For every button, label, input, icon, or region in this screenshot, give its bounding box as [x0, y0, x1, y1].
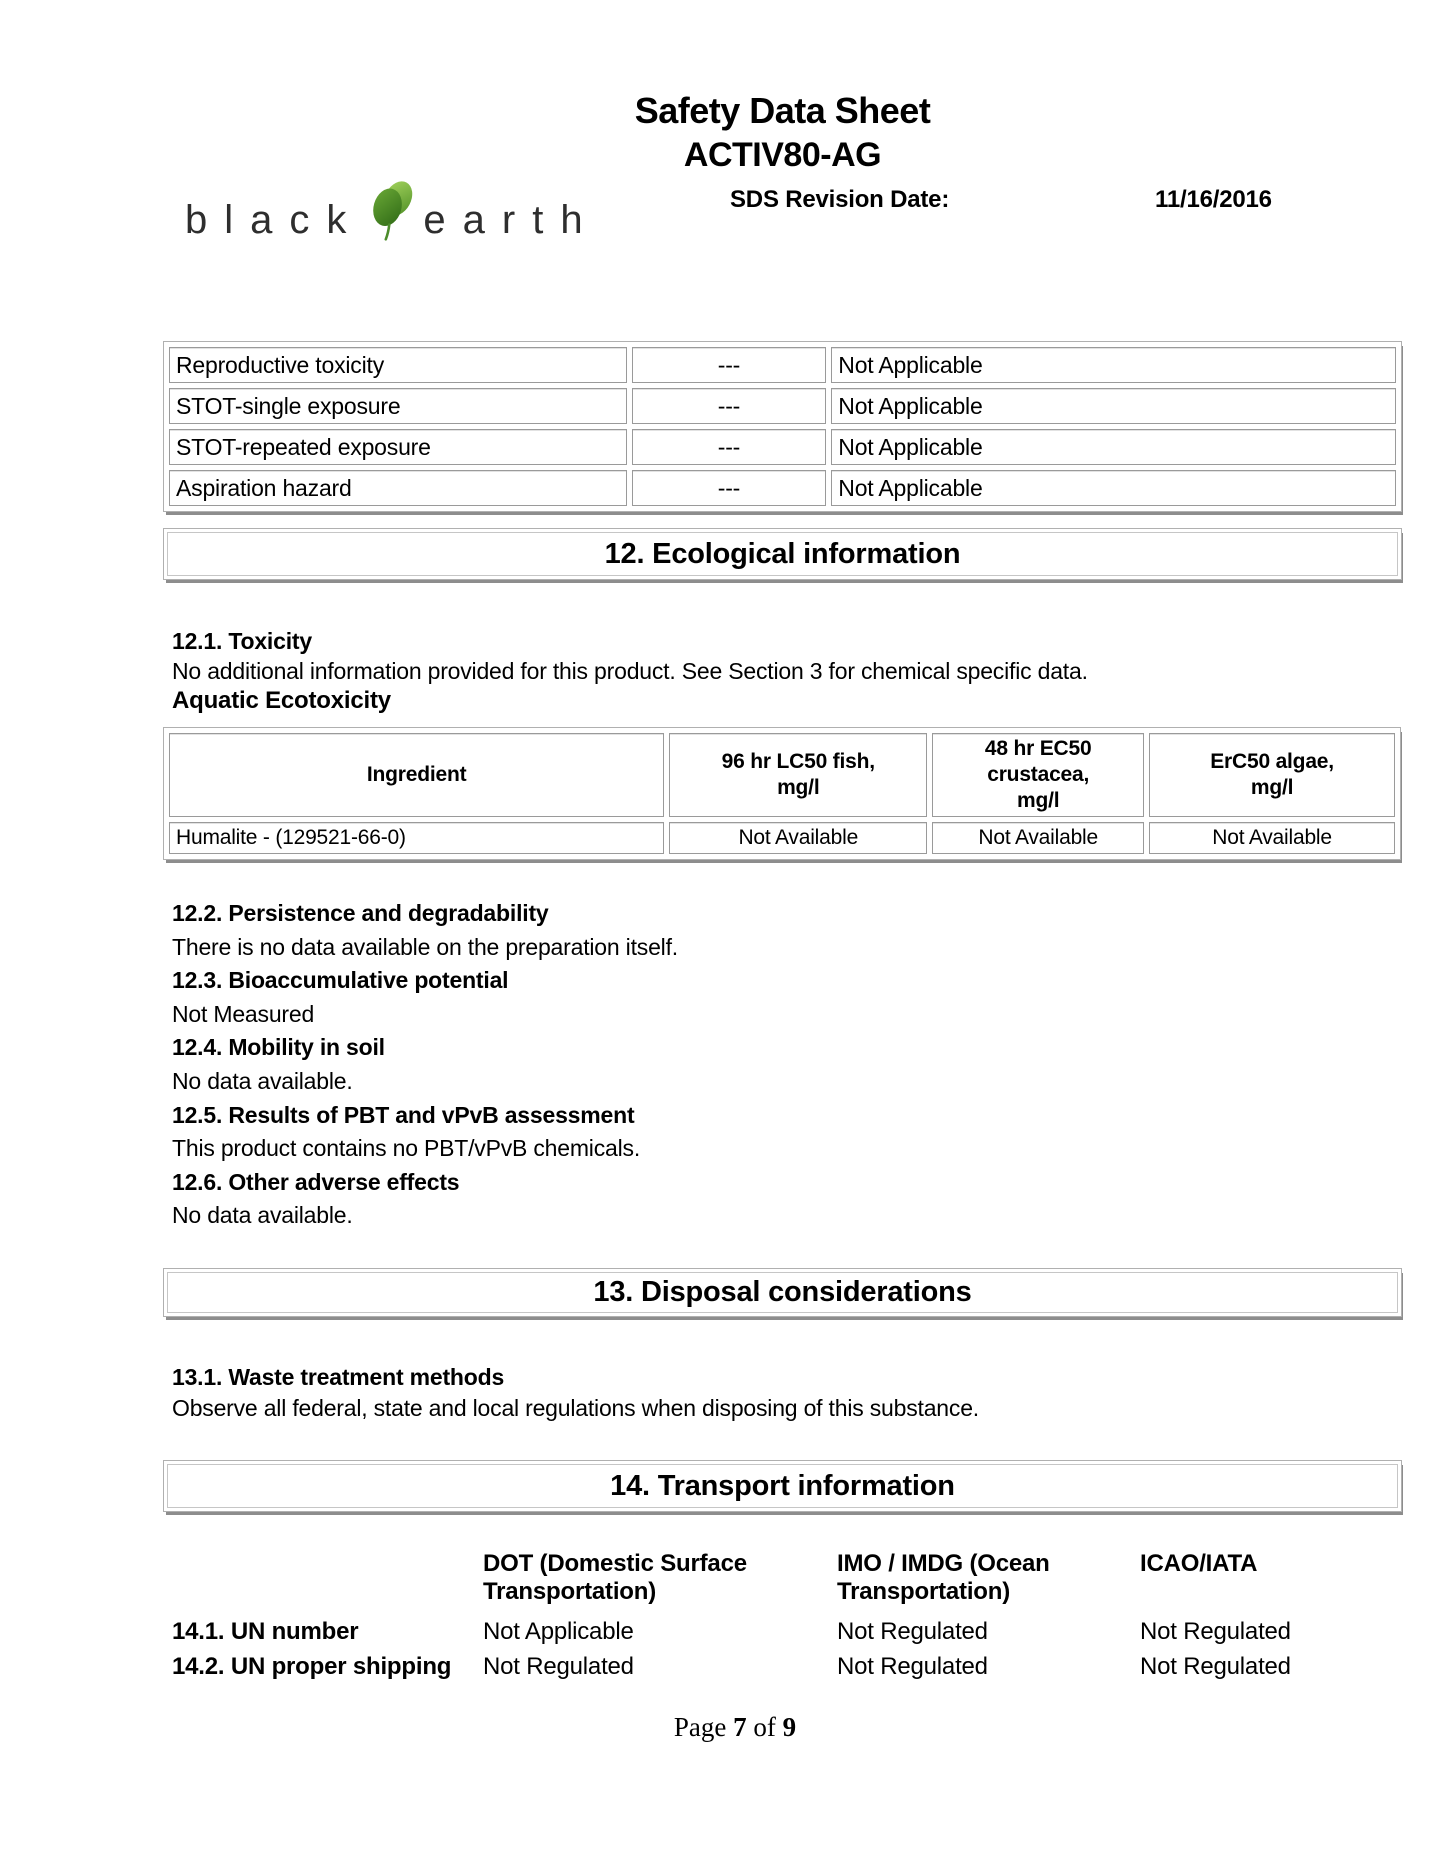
section-12-1-block	[172, 626, 1402, 716]
section-12-subsections	[172, 897, 1402, 1233]
un-proper-shipping-imo: Not Regulated	[837, 1653, 988, 1680]
logo-word-earth: earth	[423, 198, 600, 242]
hazard-result: Not Applicable	[831, 429, 1396, 465]
table-row	[169, 470, 1396, 506]
un-number-label: 14.1. UN number	[172, 1618, 359, 1645]
section-13-heading: 13. Disposal considerations	[163, 1268, 1402, 1317]
subsection-text: No additional information provided for this product. See Section 3 for chemical specific data.	[172, 658, 1088, 684]
footer-page-total: 9	[782, 1712, 797, 1742]
product-name: ACTIV80-AG	[683, 136, 882, 174]
col-header-lc50-fish: 96 hr LC50 fish, mg/l	[669, 733, 927, 817]
hazard-label: STOT-repeated exposure	[169, 429, 627, 465]
col-header-ingredient: Ingredient	[169, 733, 664, 817]
table-row	[169, 822, 1395, 854]
page-footer	[585, 1712, 885, 1743]
col-header-erc50-algae: ErC50 algae, mg/l	[1149, 733, 1395, 817]
hazard-label: Aspiration hazard	[169, 470, 627, 506]
hazard-value: ---	[632, 470, 827, 506]
subsection-text: Not Measured	[172, 1000, 315, 1027]
crustacea-value: Not Available	[932, 822, 1144, 854]
un-proper-shipping-icao: Not Regulated	[1140, 1653, 1291, 1680]
leaf-icon	[365, 176, 417, 242]
subsection-title: 12.5. Results of PBT and vPvB assessment	[172, 1101, 635, 1128]
doc-title: Safety Data Sheet	[634, 90, 931, 131]
un-proper-shipping-dot: Not Regulated	[483, 1653, 634, 1680]
table-row	[169, 429, 1396, 465]
hazard-result: Not Applicable	[831, 470, 1396, 506]
col-header-icao-iata: ICAO/IATA	[1140, 1550, 1258, 1577]
subsection-title: 12.6. Other adverse effects	[172, 1168, 460, 1195]
ingredient-name: Humalite - (129521-66-0)	[169, 822, 664, 854]
aquatic-ecotoxicity-table	[163, 727, 1401, 860]
hazard-result: Not Applicable	[831, 388, 1396, 424]
spacer-cell	[172, 1550, 483, 1558]
col-header-dot: DOT (Domestic Surface Transportation)	[483, 1550, 747, 1605]
algae-value: Not Available	[1149, 822, 1395, 854]
footer-word-page: Page	[673, 1712, 727, 1742]
sds-revision-date-value: 11/16/2016	[1155, 186, 1272, 213]
hazard-result: Not Applicable	[831, 347, 1396, 383]
un-number-dot: Not Applicable	[483, 1618, 634, 1645]
subsection-text: No data available.	[172, 1202, 353, 1229]
hazard-value: ---	[632, 429, 827, 465]
subsection-text: There is no data available on the preparation itself.	[172, 933, 678, 960]
footer-word-of: of	[753, 1712, 776, 1742]
aquatic-ecotoxicity-title: Aquatic Ecotoxicity	[172, 687, 391, 714]
subsection-text: Observe all federal, state and local regulations when disposing of this substance.	[172, 1395, 979, 1421]
black-earth-logo	[185, 176, 600, 240]
table-row	[169, 347, 1396, 383]
subsection-text: No data available.	[172, 1067, 353, 1094]
transport-info-grid	[172, 1550, 1380, 1684]
section-12-heading: 12. Ecological information	[163, 528, 1402, 580]
subsection-title: 12.3. Bioaccumulative potential	[172, 967, 509, 994]
col-header-ec50-crustacea: 48 hr EC50 crustacea, mg/l	[932, 733, 1144, 817]
subsection-title: 12.1. Toxicity	[172, 628, 312, 654]
section-13-1-block	[172, 1362, 1402, 1423]
col-header-imo-imdg: IMO / IMDG (Ocean Transportation)	[837, 1550, 1050, 1605]
subsection-title: 13.1. Waste treatment methods	[172, 1364, 505, 1390]
table-header-row	[169, 733, 1395, 817]
un-number-icao: Not Regulated	[1140, 1618, 1291, 1645]
logo-word-black: black	[185, 198, 364, 242]
sds-revision-date-label: SDS Revision Date:	[730, 186, 950, 213]
hazard-value: ---	[632, 347, 827, 383]
un-number-imo: Not Regulated	[837, 1618, 988, 1645]
fish-value: Not Available	[669, 822, 927, 854]
footer-page-number: 7	[733, 1712, 747, 1742]
subsection-text: This product contains no PBT/vPvB chemicals.	[172, 1135, 641, 1162]
toxicity-summary-table	[163, 341, 1402, 512]
un-proper-shipping-label: 14.2. UN proper shipping	[172, 1653, 452, 1680]
hazard-label: STOT-single exposure	[169, 388, 627, 424]
table-row	[169, 388, 1396, 424]
section-14-heading: 14. Transport information	[163, 1460, 1402, 1512]
subsection-title: 12.4. Mobility in soil	[172, 1034, 385, 1061]
hazard-value: ---	[632, 388, 827, 424]
hazard-label: Reproductive toxicity	[169, 347, 627, 383]
subsection-title: 12.2. Persistence and degradability	[172, 900, 549, 926]
